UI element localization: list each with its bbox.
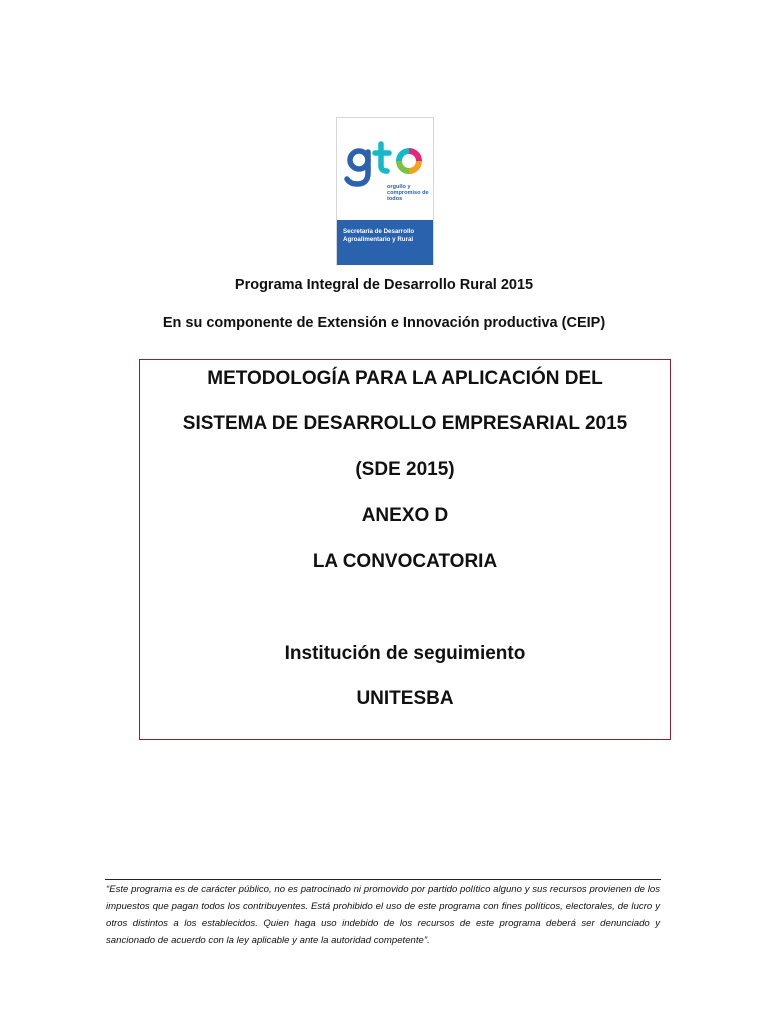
title-line-3: (SDE 2015): [355, 459, 455, 480]
annex-label: ANEXO D: [361, 505, 449, 526]
program-title: Programa Integral de Desarrollo Rural 2015: [234, 277, 534, 293]
logo-tagline: orgullo y compromiso de todos: [387, 184, 429, 203]
institution-label: Institución de seguimiento: [284, 643, 526, 664]
title-line-1: METODOLOGÍA PARA LA APLICACIÓN DEL: [207, 368, 603, 389]
title-line-2: SISTEMA DE DESARROLLO EMPRESARIAL 2015: [182, 413, 628, 434]
legal-disclaimer: “Este programa es de carácter público, no es patrocinado ni promovido por partido político alguno y sus recursos provienen de los impuestos que pagan todos los contribuyentes. Está prohibido el uso de este programa con fines políticos, electorales, de lucro y otros distintos a los establecidos. Quien haga uso indebido de los recursos de este programa deberá ser denunciado y sancionado de acuerdo con la ley aplicable y ante la autoridad competente”.: [106, 884, 660, 946]
program-component: En su componente de Extensión e Innovación productiva (CEIP): [162, 315, 606, 331]
logo-agency-name: Secretaría de Desarrollo Agroalimentario y Rural: [343, 228, 415, 243]
document-title-box: [139, 359, 671, 740]
institution-name: UNITESBA: [356, 688, 454, 709]
annex-title: LA CONVOCATORIA: [312, 551, 498, 572]
gto-logo: [336, 117, 434, 265]
footer-divider: [105, 879, 661, 880]
